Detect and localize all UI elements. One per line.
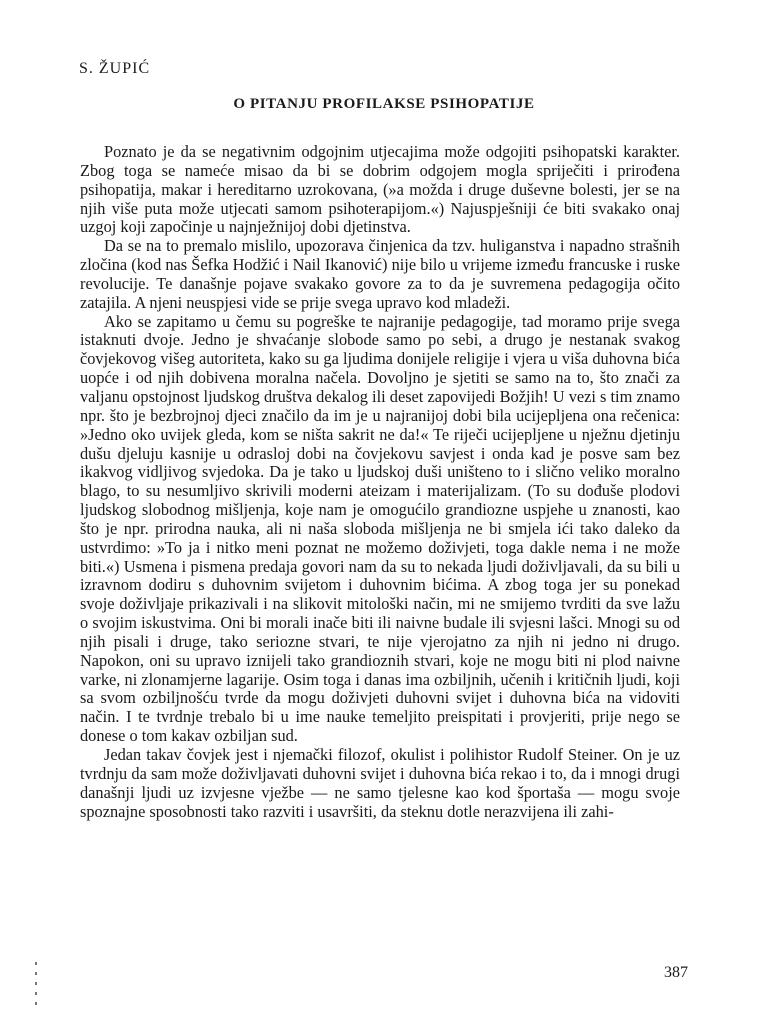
paragraph: Poznato je da se negativnim odgojnim utjecajima može odgojiti psihopatski karakter. Zbog toga se nameće misao da bi se dobrim odgojem mogla spriječiti i prirođena psihopatija, makar i hereditarno uzrokovana, (»a možda i druge duševne bolesti, jer se na njih više puta može utjecati samom psihoterapijom.«) Najuspješniji će biti svakako onaj uzgoj koji započinje u najnježnijoj dobi djetinstva. bbox=[80, 142, 680, 237]
paragraph: Ako se zapitamo u čemu su pogreške te najranije pedagogije, tad moramo prije svega istaknuti dvoje. Jedno je shvaćanje slobode samo po sebi, a drugo je nestanak svakog čovjekovog višeg autoriteta, kako su ga ljudima donijele religije i vjera u viša duhovna bića uopće i od njih dobivena moralna načela. Dovoljno je sjetiti se samo na to, što znači za valjanu opstojnost ljudskog društva dekalog ili deset zapovijedi Božjih! U vezi s tim znamo npr. što je bezbrojnoj djeci značilo da im je u najranijoj dobi bila ucijepljena ona rečenica: »Jedno oko uvijek gleda, kom se ništa sakrit ne da!« Te riječi ucijepljene u nježnu djetinju dušu djeluju kasnije u odrasloj dobi na čovjekovu savjest i onda kad je posve sam bez ikakvog vidljivog svjedoka. Da je tako u ljudskoj duši uništeno to i slično veliko moralno blago, to su nesumljivo skrivili moderni ateizam i materijalizam. (To su dođuše plodovi ljudskog slobodnog mišljenja, koje nam je omogućilo grandiozne uspjehe u znanosti, kao što je npr. prirodna nauka, ali ni naša sloboda mišljenja ne bi smjela ići tako daleko da ustvrdimo: »To ja i nitko meni poznat ne možemo doživjeti, toga dakle nema i ne može biti.«) Usmena i pismena predaja govori nam da su to nekada ljudi doživljavali, da su bili u izravnom dodiru s duhovnim svijetom i duhovnim bićima. A zbog toga jer su ponekad svoje doživljaje prikazivali i na slikovit mitološki način, mi ne smijemo tvrditi da sve lažu o svojim iskustvima. Oni bi morali inače biti ili naivne budale ili svjesni lašci. Mnogi su od njih pisali i druge, tako seriozne stvari, te nije vjerojatno za njih ni jedno ni drugo. Napokon, oni su upravo iznijeli tako grandioznih stvari, koje ne mogu biti ni plod naivne varke, ni zlonamjerne lagarije. Osim toga i danas ima ozbiljnih, učenih i kritičnih ljudi, koji sa svom ozbiljnošću tvrde da mogu doživjeti duhovni svijet i duhovna bića na vidoviti način. I te tvrdnje trebalo bi u ime nauke temeljito preispitati i provjeriti, prije nego se donese o tom kakav ozbiljan sud. bbox=[80, 311, 680, 746]
paragraph: Jedan takav čovjek jest i njemački filozof, okulist i polihistor Rudolf Steiner. On je uz tvrdnju da sam može doživljavati duhovni svijet i duhovna bića rekao i to, da i mnogi drugi današnji ljudi uz izvjesne vježbe — ne samo tjelesne kao kod športaša — mogu svoje spoznajne sposobnosti tako razviti i usavršiti, da steknu dotle nerazvijena ili zahi- bbox=[80, 745, 680, 821]
article-body bbox=[80, 143, 680, 821]
author-name: S. ŽUPIĆ bbox=[79, 60, 151, 77]
page-number: 387 bbox=[664, 964, 688, 981]
margin-binding-marks bbox=[34, 962, 38, 1010]
paragraph: Da se na to premalo mislilo, upozorava činjenica da tzv. huliganstva i napadno strašnih zločina (kod nas Šefka Hodžić i Nail Ikanović) nije bilo u vrijeme između francuske i ruske revolucije. Te današnje pojave svakako govore za to da je suvremena pedagogija očito zatajila. A njeni neuspjesi vide se prije svega upravo kod mladeži. bbox=[80, 236, 680, 312]
article-title: O PITANJU PROFILAKSE PSIHOPATIJE bbox=[233, 96, 535, 112]
